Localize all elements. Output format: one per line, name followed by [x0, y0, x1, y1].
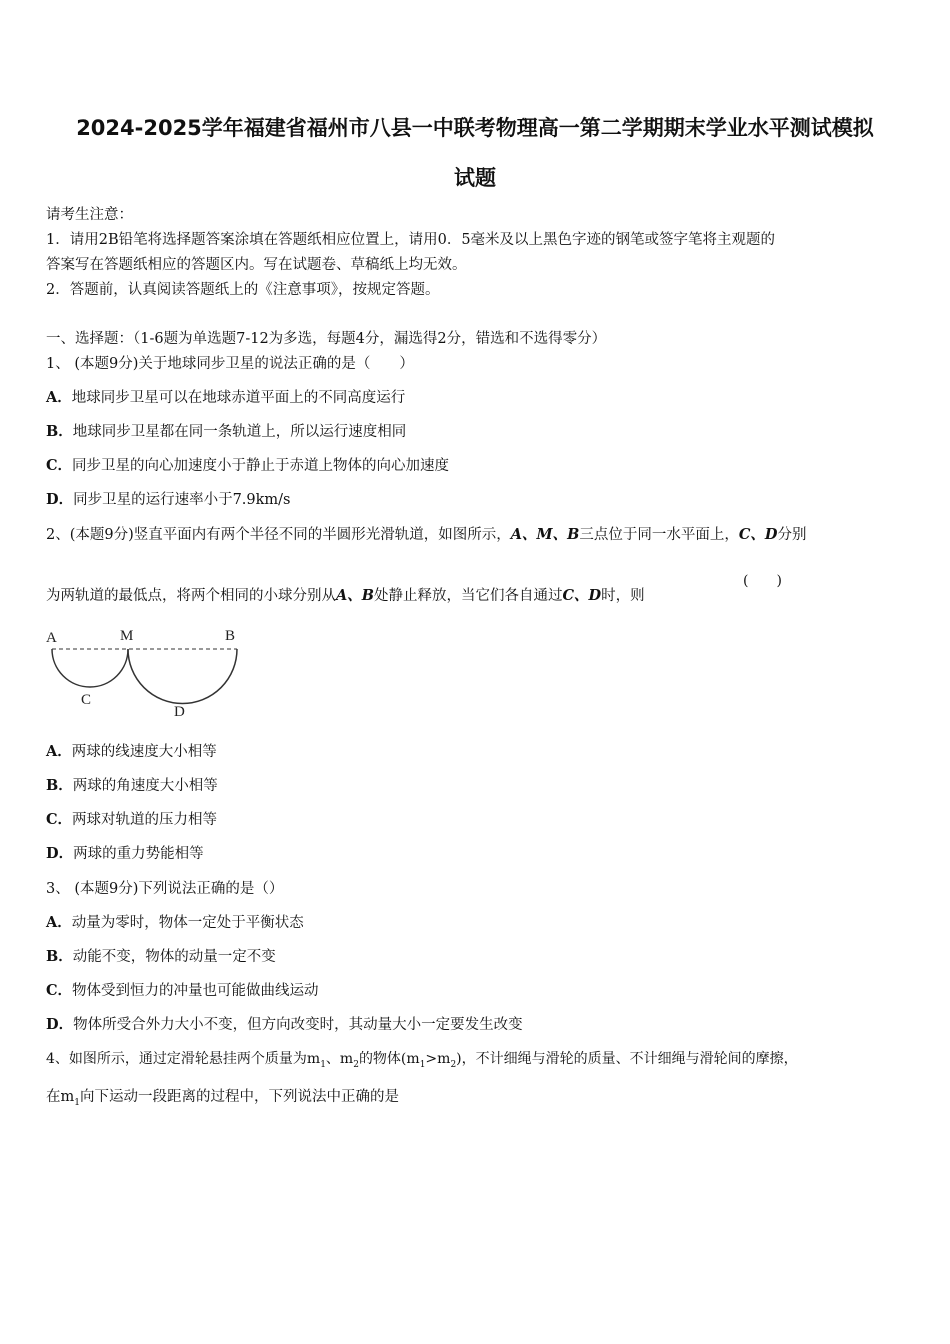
page-title-line1: 2024-2025学年福建省福州市八县一中联考物理高一第二学期期末学业水平测试模拟	[76, 116, 874, 140]
label-a: A	[46, 630, 57, 646]
label-c: C	[81, 692, 92, 708]
notice-item-1b: 答案写在答题纸相应的答题区内。写在试题卷、草稿纸上均无效。	[46, 257, 467, 273]
q3-option-a: A．动量为零时，物体一定处于平衡状态	[46, 914, 304, 931]
q2-stem-line2: 为两轨道的最低点，将两个相同的小球分别从A、B处静止释放，当它们各自通过C、D时，则	[46, 587, 645, 604]
q2-stem-line1: 2、(本题9分)竖直平面内有两个半径不同的半圆形光滑轨道，如图所示，A、M、B三点位于同一水平面上，C、D分别	[46, 526, 807, 543]
q2-option-c: C．两球对轨道的压力相等	[46, 811, 218, 828]
page-title-line2: 试题	[454, 166, 496, 190]
q3-option-c: C．物体受到恒力的冲量也可能做曲线运动	[46, 982, 319, 999]
q1-option-d: D．同步卫星的运行速率小于7.9km/s	[46, 491, 291, 508]
label-d: D	[174, 704, 185, 720]
label-b: B	[225, 628, 236, 644]
small-semicircle-track	[52, 649, 128, 687]
large-semicircle-track	[128, 649, 237, 704]
q1-option-a: A．地球同步卫星可以在地球赤道平面上的不同高度运行	[46, 389, 406, 406]
q4-stem-line1: 4、如图所示，通过定滑轮悬挂两个质量为$m_1$、$m_2$的物体$(m_1>m_2)$，不计细绳与滑轮的质量、不计细绳与滑轮间的摩擦，	[46, 1051, 798, 1070]
label-m: M	[120, 628, 134, 644]
q2-option-d: D．两球的重力势能相等	[46, 845, 204, 862]
q2-option-a: A．两球的线速度大小相等	[46, 743, 217, 760]
section-heading: 一、选择题：（1-6题为单选题7-12为多选，每题4分，漏选得2分，错选和不选得零分）	[46, 331, 607, 347]
q2-option-b: B．两球的角速度大小相等	[46, 777, 218, 794]
q4-stem-line2: 在$m_1$向下运动一段距离的过程中，下列说法中正确的是	[46, 1089, 399, 1108]
q3-option-d: D．物体所受合外力大小不变，但方向改变时，其动量大小一定要发生改变	[46, 1016, 523, 1033]
q1-option-c: C．同步卫星的向心加速度小于静止于赤道上物体的向心加速度	[46, 457, 450, 474]
notice-heading: 请考生注意：	[46, 207, 133, 223]
notice-item-2: 2．答题前，认真阅读答题纸上的《注意事项》，按规定答题。	[46, 282, 440, 298]
q3-option-b: B．动能不变，物体的动量一定不变	[46, 948, 276, 965]
q2-track-diagram	[40, 622, 250, 727]
q1-option-b: B．地球同步卫星都在同一条轨道上，所以运行速度相同	[46, 423, 407, 440]
q1-stem: 1、 (本题9分)关于地球同步卫星的说法正确的是（ ）	[46, 356, 414, 372]
q2-answer-paren: ( )	[743, 573, 782, 589]
notice-item-1a: 1．请用2B铅笔将选择题答案涂填在答题纸相应位置上，请用0．5毫米及以上黑色字迹的钢笔或签字笔将主观题的	[46, 232, 776, 248]
q3-stem: 3、 (本题9分)下列说法正确的是（）	[46, 881, 284, 897]
